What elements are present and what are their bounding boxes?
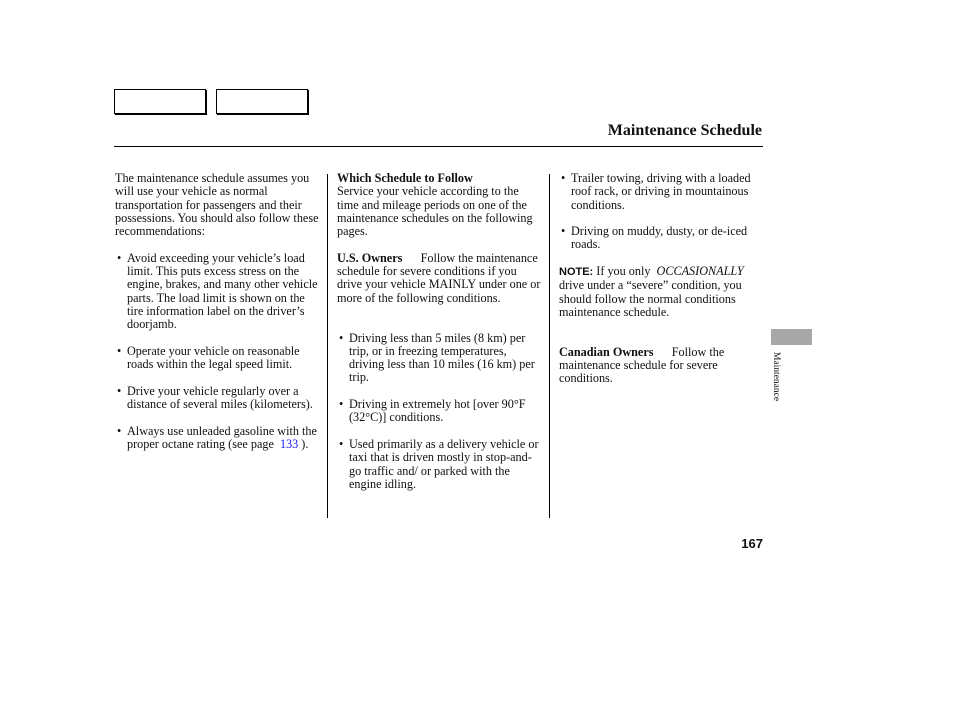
bullet-item: • Driving in extremely hot [over 90°F (32°C)] conditions. [337, 398, 543, 425]
header-rule [114, 146, 763, 147]
note-text: If you only [596, 264, 651, 279]
section-tab-marker[interactable] [771, 329, 812, 345]
note-label: NOTE: [559, 266, 594, 279]
bullet-item: • Operate your vehicle on reasonable roads within the legal speed limit. [115, 345, 321, 372]
bullet-item: • Driving on muddy, dusty, or de-iced roads. [559, 225, 764, 252]
bullet-item: • Used primarily as a delivery vehicle or taxi that is driven mostly in stop-and-go traffic and/ or parked with the engine idling. [337, 438, 543, 491]
page-title: Maintenance Schedule [607, 122, 762, 139]
note-paragraph [559, 265, 764, 319]
us-owners-paragraph [337, 252, 543, 305]
note-emphasis: OCCASIONALLY [656, 264, 744, 279]
column-2 [337, 172, 543, 491]
page-link-133[interactable]: 133 [279, 436, 299, 451]
column-1 [115, 172, 321, 451]
page-number: 167 [741, 536, 763, 551]
us-owners-text: Follow the maintenance schedule for severe conditions if you drive your vehicle MAINLY under one or more of the following conditions. [337, 250, 541, 305]
bullet-item: • Driving less than 5 miles (8 km) per trip, or in freezing temperatures, driving less than 10 miles (16 km) per trip. [337, 332, 543, 385]
column-divider [549, 174, 550, 518]
column-divider [327, 174, 328, 518]
bullet-end: ). [301, 436, 309, 451]
bullet-item [115, 425, 321, 452]
section-heading: Which Schedule to Follow [337, 171, 473, 185]
bullet-item: • Trailer towing, driving with a loaded roof rack, or driving in mountainous conditions. [559, 172, 764, 212]
section-paragraph: Service your vehicle according to the time and mileage periods on one of the maintenance schedules on the following pages. [337, 184, 533, 239]
section-tab-label: Maintenance [771, 352, 781, 402]
us-owners-label: U.S. Owners [337, 250, 403, 265]
column-3 [559, 172, 764, 386]
nav-button-contents[interactable] [114, 89, 206, 114]
bullet-item: • Drive your vehicle regularly over a distance of several miles (kilometers). [115, 385, 321, 412]
canadian-owners-paragraph [559, 346, 764, 386]
note-text: drive under a “severe” condition, you should follow the normal conditions maintenance schedule. [559, 278, 742, 319]
nav-button-index[interactable] [216, 89, 308, 114]
canadian-owners-label: Canadian Owners [559, 344, 654, 359]
canadian-owners-text: Follow the maintenance schedule for severe conditions. [559, 344, 725, 386]
intro-paragraph: The maintenance schedule assumes you will use your vehicle as normal transportation for passengers and their possessions. You should also follow these recommendations: [115, 171, 319, 239]
bullet-text: Always use unleaded gasoline with the proper octane rating (see page [127, 423, 317, 451]
bullet-item: • Avoid exceeding your vehicle’s load limit. This puts excess stress on the engine, brakes, and many other vehicle parts. The load limit is shown on the tire information label on the driver’s doorjamb. [115, 252, 321, 332]
